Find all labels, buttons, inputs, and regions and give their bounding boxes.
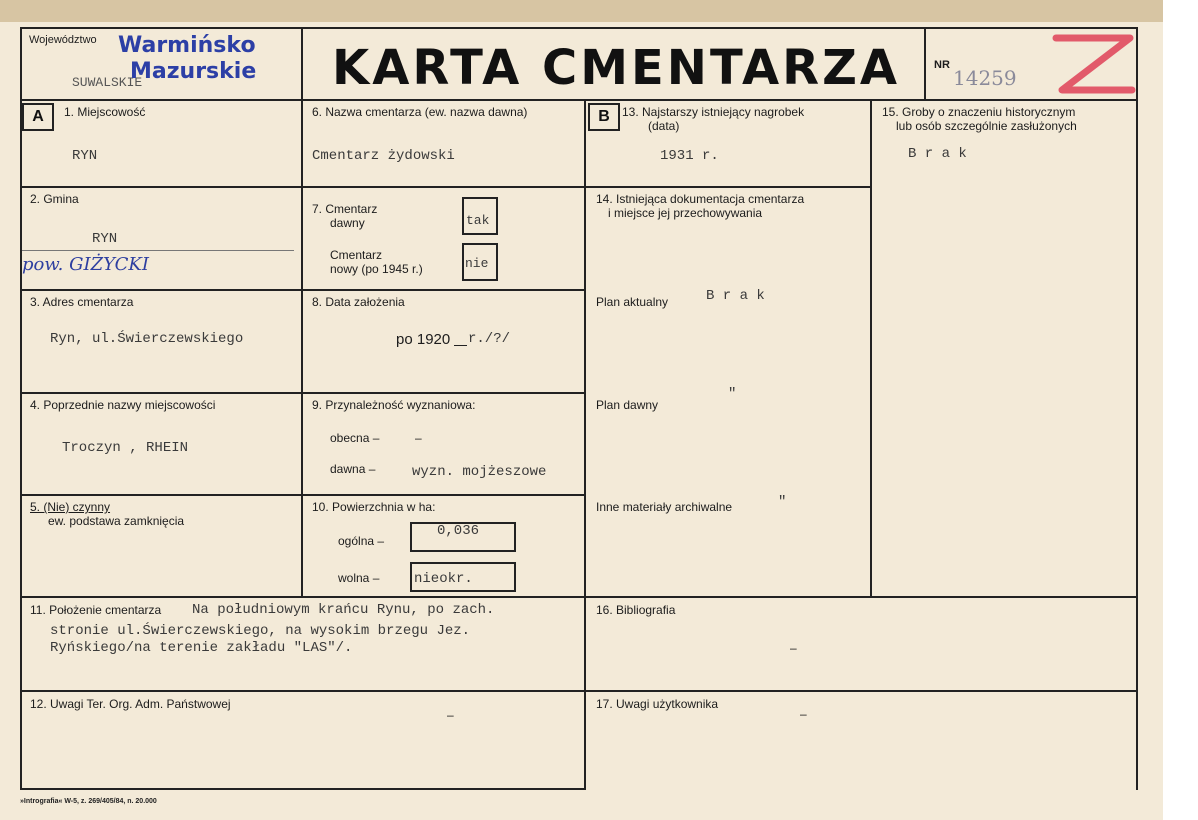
wojewodztwo-label: Województwo [29,34,97,46]
field13-label2: (data) [648,119,680,133]
field2-label: 2. Gmina [30,192,79,206]
field9-label: 9. Przynależność wyznaniowa: [312,398,476,412]
field14-plan-dawny-value: " [728,386,737,402]
field7-dawny-label1: 7. Cmentarz [312,202,378,216]
red-z-mark-icon [1048,30,1138,98]
field10-wolna-label: wolna – [338,571,380,585]
nr-label: NR [934,59,950,71]
field4-label: 4. Poprzednie nazwy miejscowości [30,398,216,412]
grid-line [870,99,872,598]
field8-value-suffix: r./?/ [468,331,511,347]
section-a-marker: A [22,103,54,131]
voivodeship-stamp-line1: Warmińsko [118,33,256,58]
field12-value: – [447,708,454,722]
field16-label: 16. Bibliografia [596,603,676,617]
field10-label: 10. Powierzchnia w ha: [312,500,436,514]
field14-plan-aktualny-label: Plan aktualny [596,295,669,309]
field5-label2: ew. podstawa zamknięcia [48,514,185,528]
field9-obecna-value: – [415,431,422,445]
field11-line3: Ryńskiego/na terenie zakładu "LAS"/. [50,640,353,656]
field12-label: 12. Uwagi Ter. Org. Adm. Państwowej [30,697,231,711]
grid-line [20,690,1138,692]
field5-label: 5. (Nie) czynny [30,500,111,514]
field2-handwritten: pow. GIŻYCKI [22,254,149,275]
card-title: KARTA CMENTARZA [332,40,901,96]
field8-value-prefix: po 1920 [396,331,451,348]
field14-label2: i miejsce jej przechowywania [608,206,763,220]
field15-label1: 15. Groby o znaczeniu historycznym [882,105,1076,119]
field14-inne-value: " [778,494,787,510]
card-top-edge [0,0,1163,22]
field14-plan-dawny-label: Plan dawny [596,398,659,412]
field6-label: 6. Nazwa cmentarza (ew. nazwa dawna) [312,105,528,119]
grid-line [586,186,870,188]
field7-dawny-label2: dawny [330,216,365,230]
field13-value: 1931 r. [660,148,719,164]
field14-label1: 14. Istniejąca dokumentacja cmentarza [596,192,805,206]
field1-label: 1. Miejscowość [64,105,146,119]
voivodeship-stamp-line2: Mazurskie [130,59,257,84]
grid-line [1136,27,1138,790]
field10-ogolna-label: ogólna – [338,534,385,548]
field7-nowy-label1: Cmentarz [330,248,383,262]
field14-inne-label: Inne materiały archiwalne [596,500,733,514]
field13-label1: 13. Najstarszy istniejący nagrobek [622,105,805,119]
field10-wolna-value: nieokr. [414,571,473,587]
grid-line [301,27,303,598]
section-b-marker: B [588,103,620,131]
field7-nowy-value: nie [465,256,489,271]
printer-imprint: »Intrografia« W-5, z. 269/405/84, n. 20.000 [20,798,157,805]
grid-line [20,27,1138,29]
field17-label: 17. Uwagi użytkownika [596,697,719,711]
field1-value: RYN [72,148,98,164]
field2-value: RYN [92,231,118,247]
field11-line1: Na południowym krańcu Rynu, po zach. [192,602,495,618]
typed-old-voivodeship: SUWALSKIE [72,75,143,90]
field7-nowy-label2: nowy (po 1945 r.) [330,262,423,276]
field3-label: 3. Adres cmentarza [30,295,134,309]
grid-line [20,27,22,790]
field15-value: B r a k [908,146,967,162]
field11-label: 11. Położenie cmentarza [30,603,162,617]
field9-dawna-label: dawna – [330,462,376,476]
field9-obecna-label: obecna – [330,431,380,445]
field15-label2: lub osób szczególnie zasłużonych [896,119,1077,133]
grid-line [20,596,1138,598]
nr-handwritten-value: 14259 [953,66,1017,90]
grid-line [20,788,586,790]
grid-line [924,27,926,101]
grid-line [584,99,586,790]
field11-line2: stronie ul.Świerczewskiego, na wysokim brzegu Jez. [50,623,471,639]
field9-dawna-value: wyzn. mojżeszowe [412,464,547,480]
field10-ogolna-value: 0,036 [437,523,480,539]
grid-line [20,99,1138,101]
field16-value: – [790,641,797,655]
field6-value: Cmentarz żydowski [312,148,455,164]
field8-underscore [454,345,467,346]
field17-value: – [800,707,807,721]
field7-dawny-value: tak [466,213,490,228]
field3-value: Ryn, ul.Świerczewskiego [50,331,244,347]
scan-margin [1163,0,1198,820]
field4-value: Troczyn , RHEIN [62,440,189,456]
field14-plan-aktualny-value: B r a k [706,288,765,304]
field2-underline [22,250,294,251]
field8-label: 8. Data założenia [312,295,405,309]
